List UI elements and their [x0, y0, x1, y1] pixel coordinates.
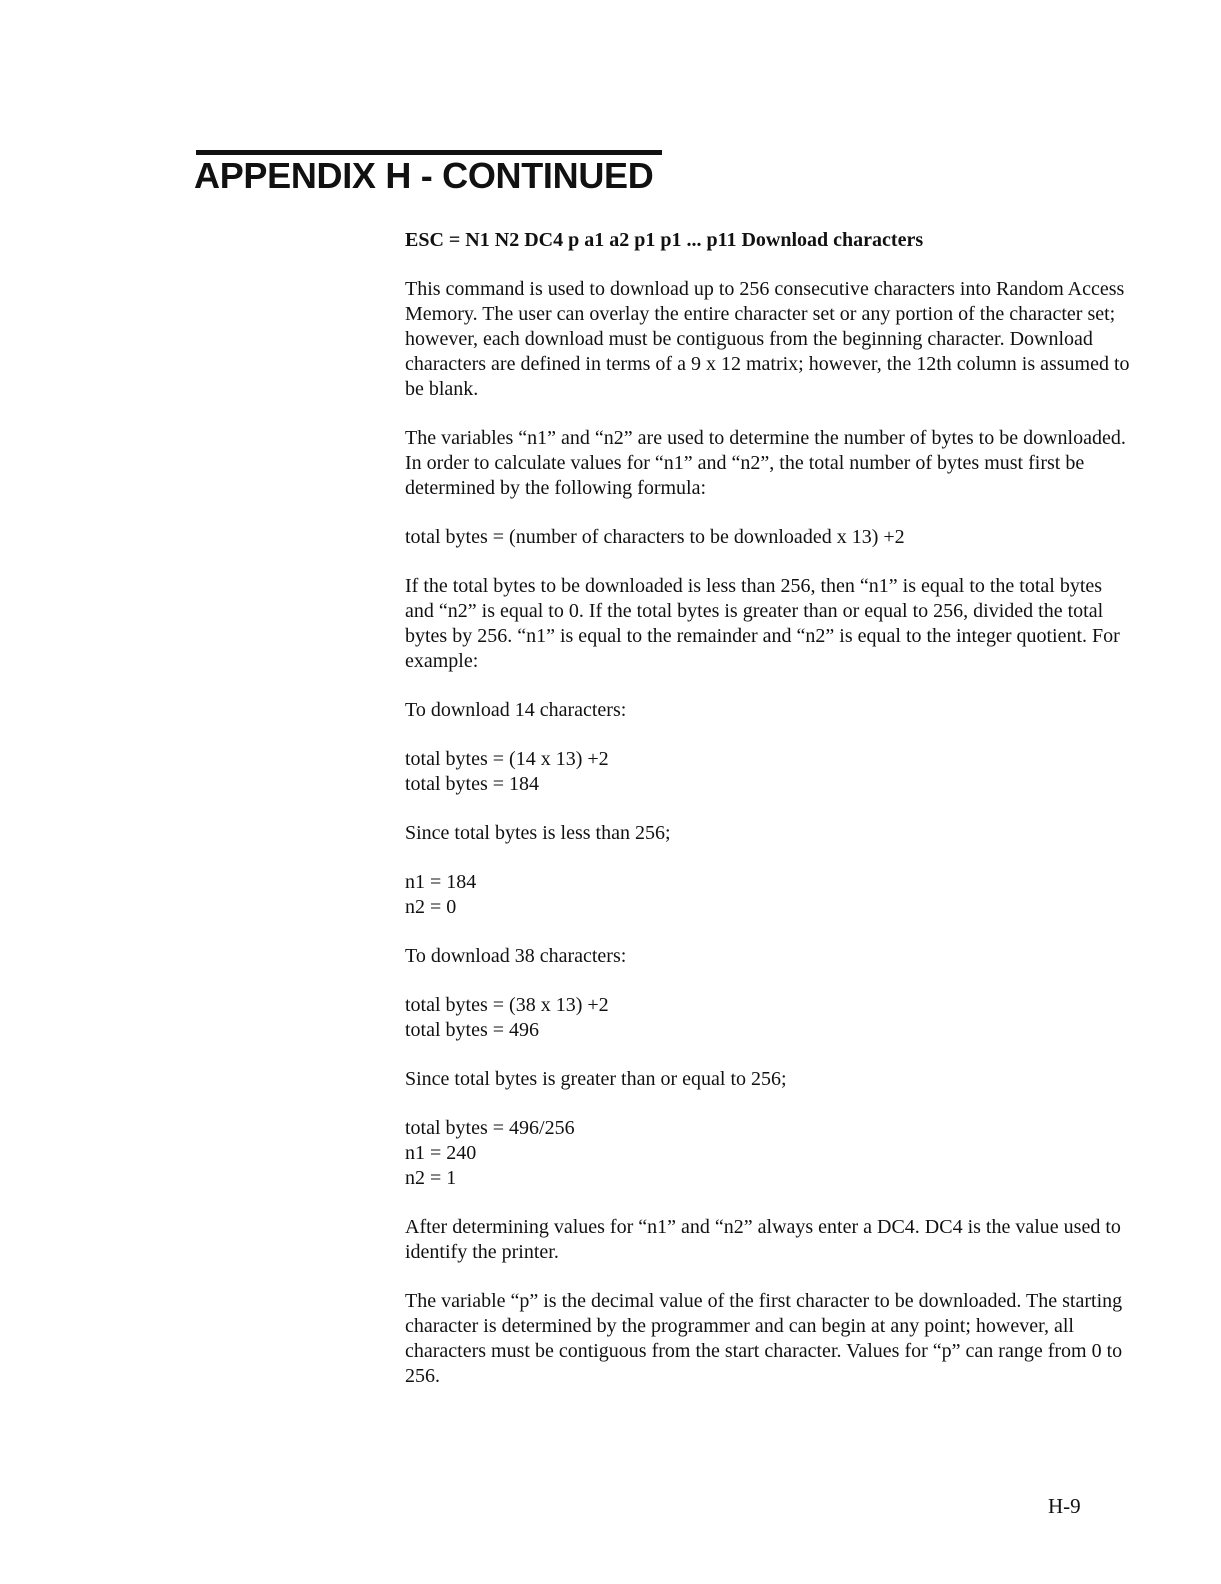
example2-since: Since total bytes is greater than or equal to 256;: [405, 1068, 787, 1090]
example1-result: [405, 870, 1135, 920]
example2-calculation: [405, 993, 1135, 1043]
example2-result-line: n2 = 1: [405, 1167, 457, 1189]
example1-result-line: n1 = 184: [405, 871, 477, 893]
example2-result-line: n1 = 240: [405, 1142, 477, 1164]
dc4-paragraph: After determining values for “n1” and “n2” always enter a DC4. DC4 is the value used to identify the printer.: [405, 1216, 1121, 1263]
example1-calc-line: total bytes = 184: [405, 773, 540, 795]
example1-since: Since total bytes is less than 256;: [405, 822, 671, 844]
example1-intro: To download 14 characters:: [405, 699, 627, 721]
example1-result-line: n2 = 0: [405, 896, 457, 918]
p-variable-paragraph: The variable “p” is the decimal value of the first character to be downloaded. The starting character is determined by the programmer and can begin at any point; however, all characters must be contiguous from the start character. Values for “p” can range from 0 to 256.: [405, 1290, 1123, 1387]
example1-calculation: [405, 747, 1135, 797]
variables-paragraph: The variables “n1” and “n2” are used to determine the number of bytes to be downloaded. In order to calculate values for “n1” and “n2”, the total number of bytes must first be determined by the following formula:: [405, 427, 1126, 499]
example2-intro: To download 38 characters:: [405, 945, 627, 967]
section-heading: ESC = N1 N2 DC4 p a1 a2 p1 p1 ... p11 Download characters: [405, 229, 924, 251]
example2-result: [405, 1116, 1135, 1191]
page-number: H-9: [1048, 1494, 1081, 1518]
intro-paragraph: This command is used to download up to 256 consecutive characters into Random Access Memory. The user can overlay the entire character set or any portion of the character set; however, each download must be contiguous from the beginning character. Download characters are defined in terms of a 9 x 12 matrix; however, the 12th column is assumed to be blank.: [405, 278, 1130, 400]
example2-calc-line: total bytes = (38 x 13) +2: [405, 994, 609, 1016]
example2-calc-line: total bytes = 496: [405, 1019, 540, 1041]
formula-line: total bytes = (number of characters to be downloaded x 13) +2: [405, 526, 905, 548]
page-title: APPENDIX H - CONTINUED: [194, 155, 654, 196]
example2-result-line: total bytes = 496/256: [405, 1117, 575, 1139]
example1-calc-line: total bytes = (14 x 13) +2: [405, 748, 609, 770]
rule-paragraph: If the total bytes to be downloaded is less than 256, then “n1” is equal to the total bytes and “n2” is equal to 0. If the total bytes is greater than or equal to 256, divided the total bytes by 256. “n1” is equal to the remainder and “n2” is equal to the integer quotient. For example:: [405, 575, 1120, 672]
document-body: [405, 228, 1135, 1413]
